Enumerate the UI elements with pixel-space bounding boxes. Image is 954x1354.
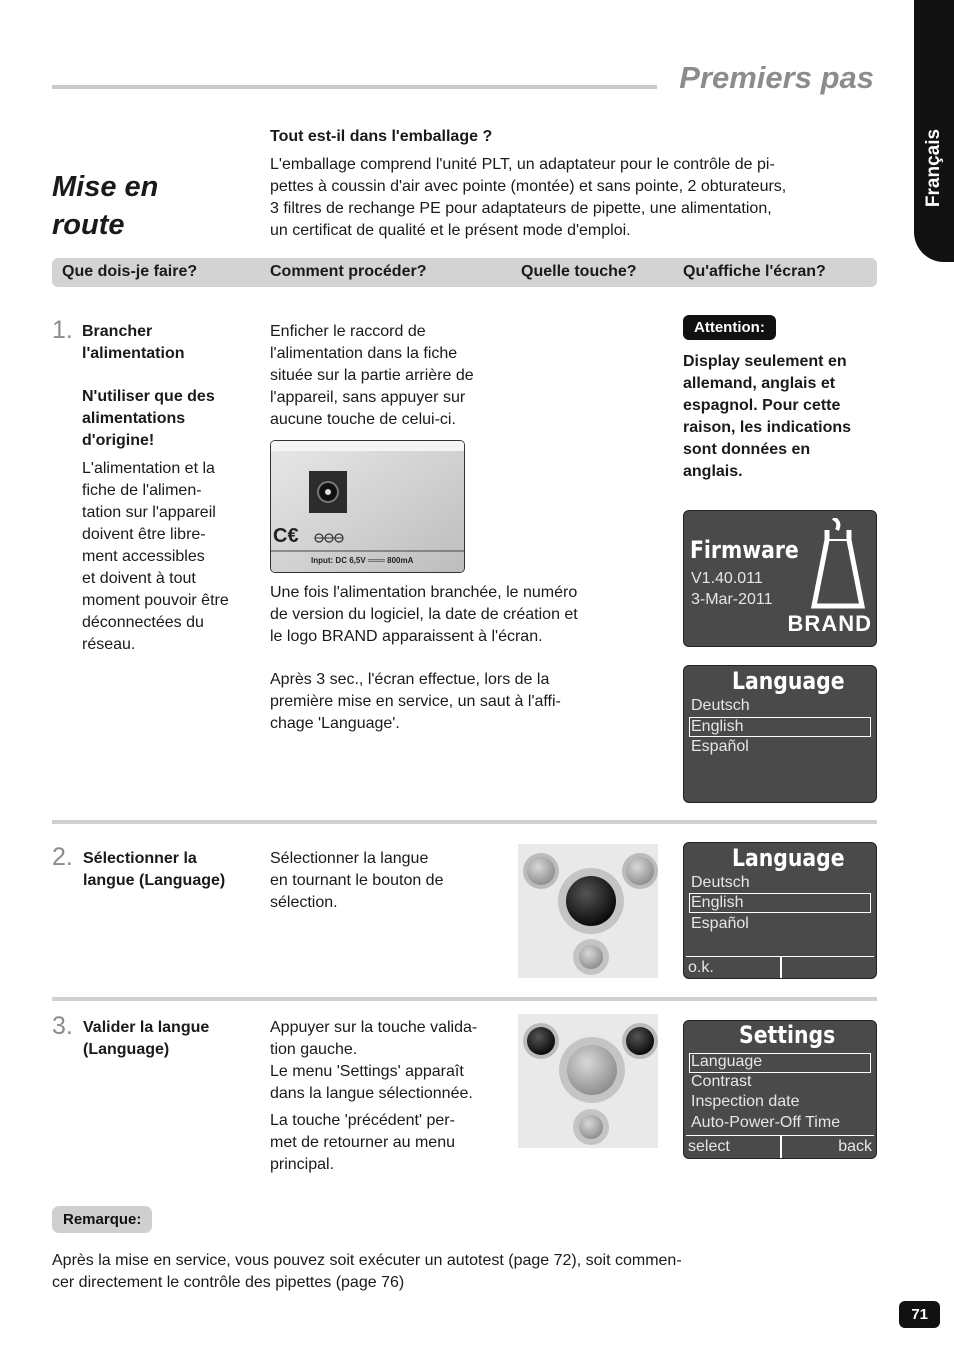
menu-item: Language xyxy=(691,1053,763,1070)
step-instructions: Sélectionner la langue en tournant le bouton de sélection. xyxy=(270,850,444,911)
right-soft-key-icon xyxy=(626,1027,654,1055)
screen-title: Language xyxy=(732,844,845,872)
language-screen xyxy=(683,665,877,803)
menu-item: Contrast xyxy=(691,1073,752,1090)
attention-text: Display seulement en allemand, anglais et espagnol. Pour cette raison, les indications sont données en anglais. xyxy=(683,353,852,480)
softkey-left-label: select xyxy=(688,1138,730,1155)
menu-item: Deutsch xyxy=(691,874,750,891)
step-instructions: Une fois l'alimentation branchée, le numéro de version du logiciel, la date de création et le logo BRAND apparaissent à l'écran. xyxy=(270,584,578,645)
menu-item: Inspection date xyxy=(691,1093,800,1110)
right-soft-key-icon xyxy=(626,857,654,885)
column-header: Quelle touche? xyxy=(521,263,637,280)
menu-item: English xyxy=(691,718,744,735)
column-header: Qu'affiche l'écran? xyxy=(683,263,826,280)
menu-item: Auto-Power-Off Time xyxy=(691,1114,841,1131)
softkey-left-label: o.k. xyxy=(688,959,714,976)
menu-item: English xyxy=(691,894,744,911)
step-instructions: Appuyer sur la touche valida- tion gauche. Le menu 'Settings' apparaît dans la langue sélectionnée. xyxy=(270,1019,478,1102)
page-header: Premiers pas xyxy=(679,60,874,95)
menu-item: Español xyxy=(691,915,749,932)
remark-text: Après la mise en service, vous pouvez soit exécuter un autotest (page 72), soit commen- cer directement le contrôle des pipettes (page 76) xyxy=(52,1252,682,1291)
step-warning: N'utiliser que des alimentations d'origine! xyxy=(82,388,215,449)
side-tab-label: Français xyxy=(923,128,944,208)
softkey-bar xyxy=(686,956,874,979)
step-number: 3. xyxy=(52,1012,73,1040)
settings-screen xyxy=(683,1020,877,1159)
brand-logo: BRAND xyxy=(787,611,872,636)
power-rating-label: Input: DC 6,5V ═══ 800mA xyxy=(311,556,414,565)
step-note: L'alimentation et la fiche de l'alimen- tation sur l'appareil doivent être libre- ment accessibles et doivent à tout moment pouvoir être déconnectées du réseau. xyxy=(82,460,229,653)
flask-logo-icon xyxy=(811,518,865,611)
firmware-date: 3-Mar-2011 xyxy=(691,591,773,608)
power-connector-photo xyxy=(270,440,465,573)
section-title-line: route xyxy=(52,209,125,241)
step-separator xyxy=(52,820,877,824)
selection-knob-icon xyxy=(566,876,616,926)
back-key-icon xyxy=(579,1115,603,1139)
package-heading: Tout est-il dans l'emballage ? xyxy=(270,128,493,145)
step-instructions: La touche 'précédent' per- met de retourner au menu principal. xyxy=(270,1112,455,1173)
left-soft-key-icon xyxy=(527,857,555,885)
step-title: Sélectionner la langue (Language) xyxy=(83,850,226,889)
remark-badge: Remarque: xyxy=(52,1206,152,1233)
step-number: 1. xyxy=(52,316,73,344)
softkey-right-label: back xyxy=(838,1138,872,1155)
step-title: Valider la langue (Language) xyxy=(83,1019,210,1058)
package-text: L'emballage comprend l'unité PLT, un adaptateur pour le contrôle de pi- pettes à coussin d'air avec pointe (montée) et sans pointe, 2 obturateurs, 3 filtres de rechange PE pour adaptateurs de pipette, une alimentation, un certificat de qualité et le présent mode d'emploi. xyxy=(270,156,787,239)
ce-mark-icon: C€ xyxy=(273,525,299,547)
section-title-line: Mise en xyxy=(52,171,159,203)
firmware-screen xyxy=(683,510,877,647)
back-key-icon xyxy=(579,945,603,969)
selection-knob-icon xyxy=(567,1045,617,1095)
attention-badge: Attention: xyxy=(683,315,776,340)
left-soft-key-icon xyxy=(527,1027,555,1055)
menu-item: Deutsch xyxy=(691,697,750,714)
keypad-photo xyxy=(518,844,658,978)
section-title xyxy=(52,168,158,244)
step-instructions: Enficher le raccord de l'alimentation dans la fiche située sur la partie arrière de l'appareil, sans appuyer sur aucune touche de celui-ci. xyxy=(270,323,474,428)
column-header: Que dois-je faire? xyxy=(62,263,198,280)
step-number: 2. xyxy=(52,843,73,871)
keypad-photo xyxy=(518,1014,658,1148)
page-number: 71 xyxy=(899,1301,940,1328)
column-header: Comment procéder? xyxy=(270,263,427,280)
menu-item: Español xyxy=(691,738,749,755)
firmware-version: V1.40.011 xyxy=(691,570,763,587)
language-screen-ok xyxy=(683,842,877,979)
step-title: Brancher l'alimentation xyxy=(82,323,185,362)
step-instructions: Après 3 sec., l'écran effectue, lors de la première mise en service, un saut à l'affi- chage 'Language'. xyxy=(270,671,561,732)
softkey-bar xyxy=(686,1135,874,1158)
step-separator xyxy=(52,997,877,1001)
header-rule xyxy=(52,85,657,89)
screen-title: Settings xyxy=(739,1021,836,1049)
screen-title: Language xyxy=(732,667,845,695)
language-side-tab xyxy=(914,0,954,262)
screen-title: Firmware xyxy=(690,536,799,564)
